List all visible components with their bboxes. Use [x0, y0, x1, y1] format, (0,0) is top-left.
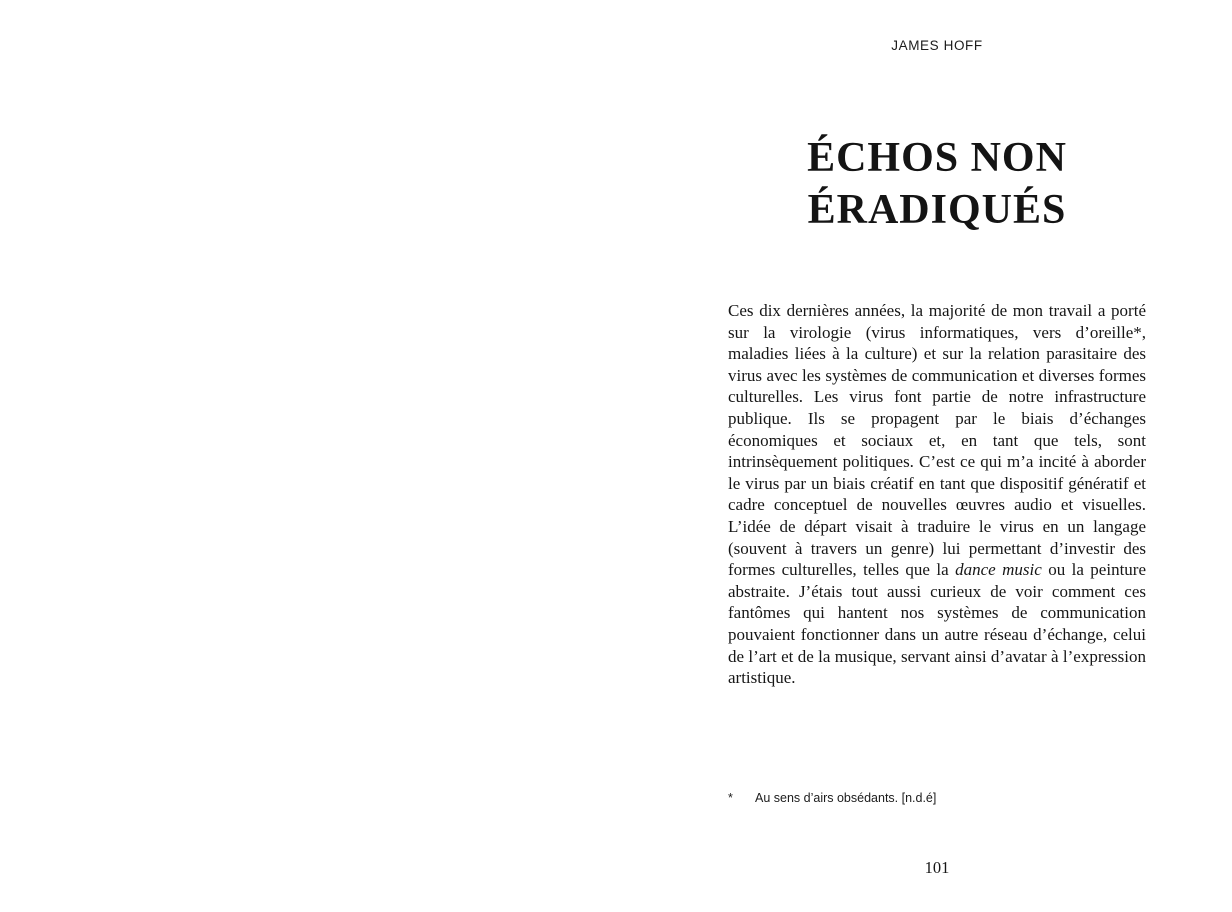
body-paragraph [728, 300, 1146, 689]
footnote-marker: * [728, 791, 733, 805]
page-number: 101 [924, 858, 950, 877]
body-text-segment: Ces dix dernières années, la majorité de mon travail a porté sur la virologie (virus informatiques, vers d’oreille*, maladies liées à la culture) et sur la relation parasitaire des virus avec les systèmes de communication et diverses formes culturelles. Les virus font partie de notre infrastructure publique. Ils se propagent par le biais d’échanges économiques et sociaux et, en tant que tels, sont intrinsèquement politiques. C’est ce qui m’a incité à aborder le virus par un biais créatif en tant que dispositif génératif et cadre conceptuel de nouvelles œuvres audio et visuelles. L’idée de départ visait à traduire le virus en un langage (souvent à travers un genre) lui permettant d’investir des formes culturelles, telles que la [728, 301, 1146, 580]
footnote [728, 790, 1146, 806]
body-text-segment: ou la peinture abstraite. J’étais tout aussi curieux de voir comment ces fantômes qui hantent nos systèmes de communication pouvaient fonctionner dans un autre réseau d’échange, celui de l’art et de la musique, servant ainsi d’avatar à l’expression artistique. [728, 560, 1147, 688]
page-title-line-2: ÉRADIQUÉS [807, 187, 1067, 233]
italic-term: dance music [955, 560, 1042, 580]
running-header-author: JAMES HOFF [891, 38, 983, 53]
page-title-line-1: ÉCHOS NON [807, 135, 1067, 181]
text-column [728, 0, 1146, 912]
footnote-text: Au sens d’airs obsédants. [n.d.é] [755, 791, 937, 805]
page-title [728, 132, 1146, 236]
